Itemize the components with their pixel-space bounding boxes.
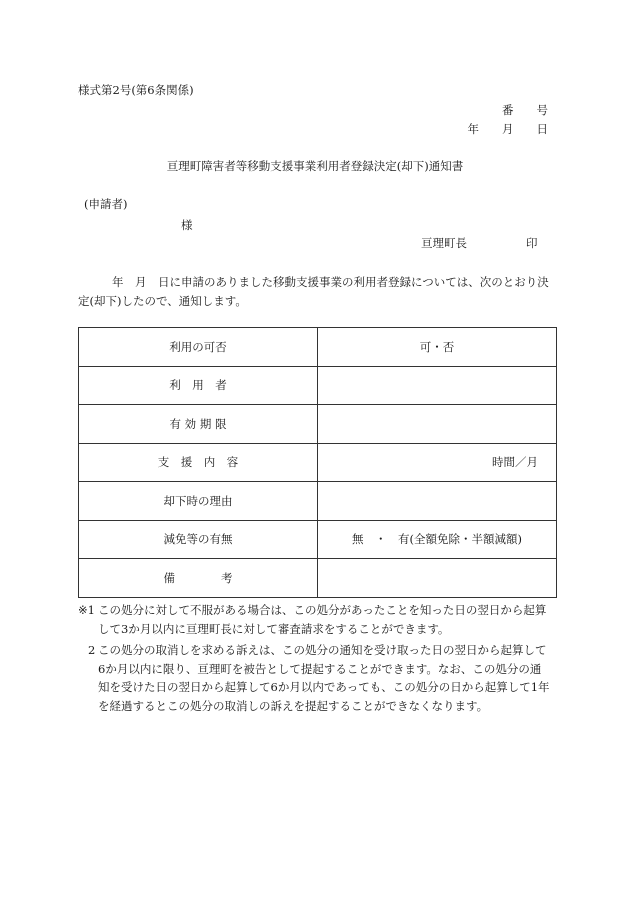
body-paragraph: 年 月 日に申請のありました移動支援事業の利用者登録については、次のとおり決定(却下)したので、通知します。 (78, 275, 549, 308)
decision-table (78, 327, 557, 598)
row-label: 備 考 (79, 559, 318, 598)
row-value: 時間／月 (318, 443, 557, 482)
table-row (79, 366, 557, 405)
issuer-name: 亘理町長 (421, 236, 467, 250)
date-line: 年 月 日 (467, 122, 548, 136)
table-row (79, 520, 557, 559)
row-label: 利 用 者 (79, 366, 318, 405)
table-row (79, 405, 557, 444)
applicant-label: (申請者) (84, 197, 128, 211)
note-marker: ※1 (78, 603, 95, 617)
note-item (78, 601, 552, 638)
notes-section (78, 601, 552, 715)
note-text: この処分に対して不服がある場合は、この処分があったことを知った日の翌日から起算して3か月以内に亘理町長に対して審査請求をすることができます。 (98, 603, 547, 636)
applicant-honorific: 様 (181, 218, 193, 232)
table-row (79, 559, 557, 598)
row-value (318, 366, 557, 405)
row-value (318, 482, 557, 521)
form-number-label: 様式第2号(第6条関係) (78, 83, 194, 97)
row-label: 却下時の理由 (79, 482, 318, 521)
table-row (79, 328, 557, 367)
row-value: 無 ・ 有(全額免除・半額減額) (318, 520, 557, 559)
document-title: 亘理町障害者等移動支援事業利用者登録決定(却下)通知書 (166, 159, 464, 173)
row-label: 支 援 内 容 (79, 443, 318, 482)
row-value (318, 405, 557, 444)
row-label: 有 効 期 限 (79, 405, 318, 444)
row-value: 可・否 (318, 328, 557, 367)
row-label: 利用の可否 (79, 328, 318, 367)
seal-mark: 印 (526, 236, 538, 250)
document-number-line: 番 号 (502, 103, 548, 117)
row-label: 減免等の有無 (79, 520, 318, 559)
note-item (78, 641, 552, 715)
note-text: この処分の取消しを求める訴えは、この処分の通知を受け取った日の翌日から起算して6か月以内に限り、亘理町を被告として提起することができます。なお、この処分の通知を受けた日の翌日から起算して6か月以内であっても、この処分の日から起算して1年を経過するとこの処分の取消しの訴えを提起することができなくなります。 (98, 643, 550, 713)
table-row (79, 443, 557, 482)
row-value (318, 559, 557, 598)
table-row (79, 482, 557, 521)
note-marker: 2 (88, 643, 96, 657)
